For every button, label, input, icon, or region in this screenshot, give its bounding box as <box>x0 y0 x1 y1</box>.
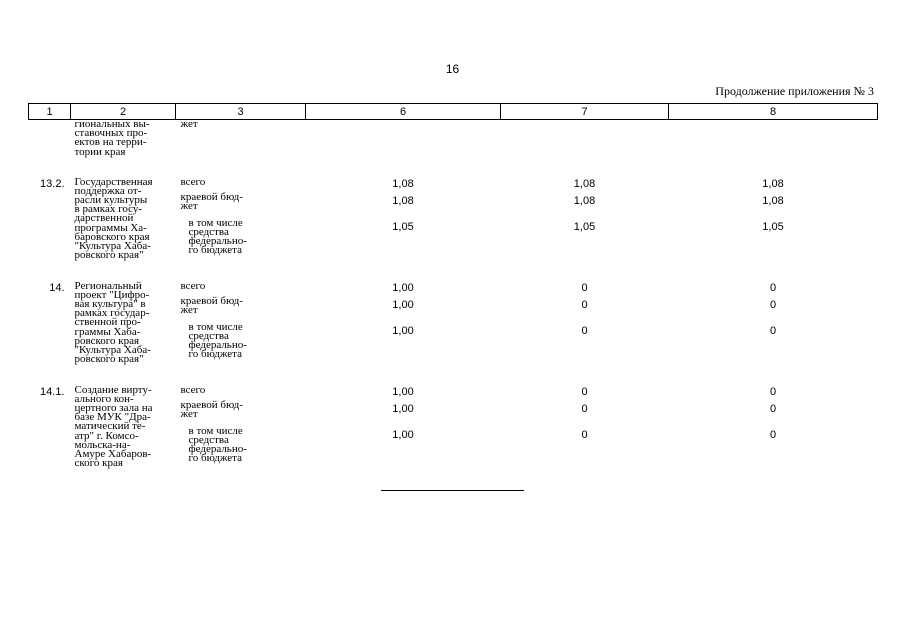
measure-name: Региональный проект "Цифро- вая культура" в рамках государ- ственной про- граммы Хаба- ровского края "Культура Хаба- ровского края" <box>74 279 151 366</box>
budget-table <box>28 103 878 486</box>
row-number: 13.2. <box>40 177 65 190</box>
value-col8: 0 0 0 <box>769 385 777 441</box>
value-col7: 0 0 0 <box>581 385 588 441</box>
footer-divider <box>381 490 524 491</box>
column-header: 8 <box>669 104 878 120</box>
measure-name: гиональных вы- ставочных про- ектов на терри- тории края <box>74 118 150 158</box>
row-number: 14. <box>49 281 65 294</box>
measure-name: Создание вирту- ального кон- цертного зала на базе МУК "Дра- матический те- атр" г. Комсо- мольска-на- Амуре Хабаров- ского края <box>74 383 153 470</box>
table-row <box>29 278 878 382</box>
table-row <box>29 120 878 174</box>
funding-source: всего краевой бюд- жет в том числе средства федерально- го бюджета <box>180 383 247 465</box>
value-col6: 1,00 1,00 1,00 <box>392 281 414 337</box>
column-header: 2 <box>71 104 176 120</box>
page-number: 16 <box>445 62 460 76</box>
value-col6: 1,00 1,00 1,00 <box>392 385 414 441</box>
value-col8: 0 0 0 <box>769 281 777 337</box>
funding-source: жет <box>180 118 198 130</box>
table-row <box>29 382 878 486</box>
funding-source: всего краевой бюд- жет в том числе средства федерально- го бюджета <box>180 279 247 361</box>
value-col6: 1,08 1,08 1,05 <box>392 177 414 233</box>
column-header: 1 <box>29 104 71 120</box>
table-row <box>29 174 878 278</box>
header-row <box>29 104 878 120</box>
row-number <box>29 120 71 174</box>
funding-source: всего краевой бюд- жет в том числе средства федерально- го бюджета <box>180 175 247 257</box>
column-header: 6 <box>306 104 501 120</box>
column-header: 7 <box>501 104 669 120</box>
value-col7: 0 0 0 <box>581 281 588 337</box>
measure-name: Государственная поддержка от- расли культуры в рамках госу- дарственной программы Ха- баровского края "Культура Хаба- ровского края" <box>74 175 153 262</box>
value-col8: 1,08 1,08 1,05 <box>762 177 784 233</box>
value-col7: 1,08 1,08 1,05 <box>573 177 596 233</box>
column-header: 3 <box>176 104 306 120</box>
appendix-note: Продолжение приложения № 3 <box>715 84 874 98</box>
row-number: 14.1. <box>40 385 65 398</box>
